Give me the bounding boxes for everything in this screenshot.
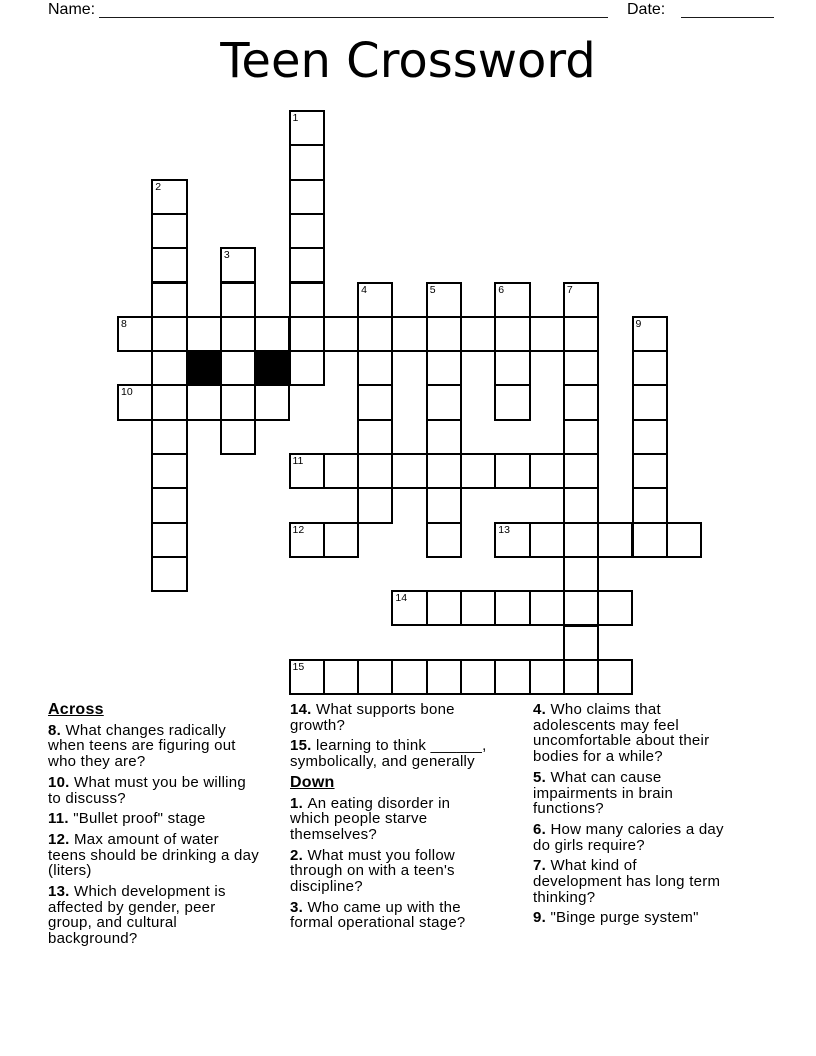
- grid-cell[interactable]: [391, 316, 427, 352]
- clue-line: when teens are figuring out: [48, 737, 236, 755]
- grid-cell[interactable]: [563, 625, 599, 661]
- clue-line: bodies for a while?: [533, 748, 663, 766]
- clue-line: 14. What supports bone: [290, 701, 455, 718]
- grid-cell[interactable]: [597, 659, 633, 695]
- grid-cell[interactable]: [323, 453, 359, 489]
- grid-cell[interactable]: [426, 453, 462, 489]
- grid-cell[interactable]: [666, 522, 702, 558]
- grid-cell[interactable]: [323, 316, 359, 352]
- grid-cell[interactable]: [289, 247, 325, 283]
- name-blank-line[interactable]: [99, 1, 608, 18]
- clue-2: [290, 848, 487, 895]
- clue-9: [533, 910, 724, 926]
- grid-cell[interactable]: [529, 522, 565, 558]
- grid-cell[interactable]: [494, 282, 530, 318]
- grid-cell[interactable]: [220, 316, 256, 352]
- grid-cell[interactable]: [151, 556, 187, 592]
- grid-cell[interactable]: [494, 350, 530, 386]
- cell-number: 11: [292, 455, 304, 467]
- grid-cell[interactable]: [391, 659, 427, 695]
- clue-line: 13. Which development is: [48, 883, 226, 901]
- clue-line: who they are?: [48, 753, 146, 771]
- grid-cell[interactable]: [597, 590, 633, 626]
- grid-cell[interactable]: [391, 453, 427, 489]
- clue-line: do girls require?: [533, 836, 645, 854]
- grid-cell[interactable]: [632, 522, 668, 558]
- grid-cell[interactable]: [460, 659, 496, 695]
- clue-7: [533, 858, 724, 905]
- grid-cell[interactable]: [563, 453, 599, 489]
- cell-number: 14: [395, 592, 408, 605]
- grid-cell[interactable]: [426, 522, 462, 558]
- grid-cell[interactable]: [289, 144, 325, 180]
- clue-line: 15. learning to think ______,: [290, 737, 487, 755]
- grid-cell[interactable]: [529, 316, 565, 352]
- grid-cell[interactable]: [632, 419, 668, 455]
- grid-cell[interactable]: [357, 419, 393, 455]
- grid-cell[interactable]: [494, 453, 530, 489]
- grid-cell[interactable]: [563, 282, 599, 318]
- grid-cell[interactable]: [357, 659, 393, 695]
- clue-number: 14.: [290, 701, 317, 718]
- grid-cell[interactable]: [357, 316, 393, 352]
- cell-number: 9: [635, 317, 642, 330]
- clue-line: (liters): [48, 862, 92, 880]
- grid-cell[interactable]: [529, 453, 565, 489]
- grid-cell[interactable]: [494, 659, 530, 695]
- clue-number: 9.: [533, 909, 551, 927]
- grid-cell[interactable]: [426, 282, 462, 318]
- grid-cell[interactable]: [460, 316, 496, 352]
- grid-cell[interactable]: [460, 590, 496, 626]
- grid-cell[interactable]: [151, 316, 187, 352]
- clue-line: to discuss?: [48, 789, 126, 807]
- clue-3: [290, 900, 487, 931]
- grid-cell[interactable]: [357, 487, 393, 523]
- clue-line: discipline?: [290, 878, 363, 896]
- clue-line: through on with a teen's: [290, 862, 455, 880]
- grid-cell[interactable]: [632, 350, 668, 386]
- grid-cell[interactable]: [632, 316, 668, 352]
- clue-line: 10. What must you be willing: [48, 773, 246, 791]
- clue-number: 3.: [290, 898, 308, 916]
- clue-line: uncomfortable about their: [533, 732, 710, 750]
- grid-cell[interactable]: [289, 350, 325, 386]
- cell-number: 7: [566, 283, 573, 296]
- grid-cell[interactable]: [426, 590, 462, 626]
- clue-line: themselves?: [290, 825, 377, 843]
- cell-number: 8: [121, 317, 127, 330]
- cell-number: 4: [361, 283, 367, 296]
- grid-cell[interactable]: [632, 487, 668, 523]
- grid-cell[interactable]: [151, 522, 187, 558]
- clue-number: 7.: [533, 857, 551, 875]
- clue-number: 6.: [533, 820, 551, 838]
- grid-cell[interactable]: [151, 419, 187, 455]
- clue-number: 12.: [48, 830, 75, 848]
- grid-cell[interactable]: [323, 659, 359, 695]
- clue-line: 8. What changes radically: [48, 721, 227, 739]
- cell-number: 2: [155, 180, 162, 193]
- black-cell: [254, 350, 290, 386]
- across-header: Across: [48, 701, 104, 718]
- clue-column-2: [290, 702, 487, 936]
- grid-cell[interactable]: [289, 316, 325, 352]
- name-label: Name:: [48, 1, 96, 18]
- grid-cell[interactable]: [357, 384, 393, 420]
- grid-cell[interactable]: [117, 316, 153, 352]
- grid-cell[interactable]: [117, 384, 153, 420]
- grid-cell[interactable]: [426, 350, 462, 386]
- clue-line: 1. An eating disorder in: [290, 794, 451, 812]
- grid-cell[interactable]: [563, 419, 599, 455]
- clue-line: background?: [48, 930, 138, 948]
- clue-line: teens should be drinking a day: [48, 846, 259, 864]
- grid-cell[interactable]: [151, 179, 187, 215]
- date-label: Date:: [627, 1, 666, 18]
- grid-cell[interactable]: [289, 213, 325, 249]
- cell-number: 10: [121, 386, 133, 399]
- cell-number: 13: [498, 523, 510, 536]
- crossword-grid: [117, 110, 702, 695]
- grid-cell[interactable]: [563, 487, 599, 523]
- clue-line: 4. Who claims that: [533, 701, 661, 718]
- clue-number: 13.: [48, 883, 75, 901]
- grid-cell[interactable]: [220, 419, 256, 455]
- grid-cell[interactable]: [323, 522, 359, 558]
- clue-line: 6. How many calories a day: [533, 820, 724, 838]
- grid-cell[interactable]: [254, 316, 290, 352]
- grid-cell[interactable]: [220, 350, 256, 386]
- grid-cell[interactable]: [494, 316, 530, 352]
- clue-line: thinking?: [533, 888, 596, 906]
- cell-number: 1: [292, 112, 299, 124]
- clue-number: 11.: [48, 810, 74, 828]
- clue-line: 3. Who came up with the: [290, 898, 461, 916]
- grid-cell[interactable]: [426, 419, 462, 455]
- clue-line: impairments in brain: [533, 784, 674, 802]
- grid-cell[interactable]: [357, 282, 393, 318]
- cell-number: 12: [292, 523, 305, 536]
- clue-line: 2. What must you follow: [290, 846, 455, 864]
- clue-5: [533, 770, 724, 817]
- clue-4: [533, 702, 724, 765]
- grid-cell[interactable]: [289, 110, 325, 146]
- grid-cell[interactable]: [563, 556, 599, 592]
- grid-cell[interactable]: [220, 282, 256, 318]
- clue-column-1: [48, 702, 259, 952]
- grid-cell[interactable]: [494, 522, 530, 558]
- clue-number: 15.: [290, 737, 317, 755]
- grid-cell[interactable]: [357, 350, 393, 386]
- clue-line: symbolically, and generally: [290, 753, 475, 771]
- clue-11: [48, 811, 259, 827]
- black-cell: [186, 350, 222, 386]
- cell-number: 5: [429, 283, 436, 296]
- clue-line: affected by gender, peer: [48, 898, 216, 916]
- clue-number: 10.: [48, 773, 75, 791]
- clue-line: 5. What can cause: [533, 768, 662, 786]
- cell-number: 6: [498, 283, 505, 296]
- clue-15: [290, 738, 487, 769]
- clue-line: 9. "Binge purge system": [533, 909, 699, 927]
- clue-13: [48, 884, 259, 947]
- clue-8: [48, 723, 259, 770]
- clue-number: 8.: [48, 721, 66, 739]
- grid-cell[interactable]: [426, 384, 462, 420]
- clue-line: development has long term: [533, 873, 721, 891]
- clue-line: adolescents may feel: [533, 716, 679, 734]
- grid-cell[interactable]: [632, 453, 668, 489]
- grid-cell[interactable]: [494, 590, 530, 626]
- date-blank-line[interactable]: [681, 1, 774, 18]
- grid-cell[interactable]: [151, 487, 187, 523]
- grid-cell[interactable]: [289, 522, 325, 558]
- clue-number: 1.: [290, 794, 308, 812]
- clue-line: growth?: [290, 716, 346, 734]
- clue-10: [48, 775, 259, 806]
- clue-line: group, and cultural: [48, 914, 177, 932]
- puzzle-title: Teen Crossword: [220, 33, 596, 89]
- grid-cell[interactable]: [289, 453, 325, 489]
- clue-number: 5.: [533, 768, 551, 786]
- grid-cell[interactable]: [632, 384, 668, 420]
- grid-cell[interactable]: [151, 213, 187, 249]
- clue-12: [48, 832, 259, 879]
- clue-line: 7. What kind of: [533, 857, 637, 875]
- grid-cell[interactable]: [563, 659, 599, 695]
- grid-cell[interactable]: [186, 384, 222, 420]
- clue-14: [290, 702, 487, 733]
- grid-cell[interactable]: [563, 316, 599, 352]
- grid-cell[interactable]: [289, 179, 325, 215]
- grid-cell[interactable]: [289, 659, 325, 695]
- grid-cell[interactable]: [529, 659, 565, 695]
- grid-cell[interactable]: [426, 487, 462, 523]
- clue-6: [533, 822, 724, 853]
- clue-number: 4.: [533, 701, 551, 718]
- grid-cell[interactable]: [186, 316, 222, 352]
- grid-cell[interactable]: [289, 282, 325, 318]
- grid-cell[interactable]: [494, 384, 530, 420]
- grid-cell[interactable]: [151, 384, 187, 420]
- clue-column-3: [533, 702, 724, 931]
- clue-line: which people starve: [290, 810, 428, 828]
- grid-cell[interactable]: [220, 247, 256, 283]
- clue-1: [290, 796, 487, 843]
- clue-line: 11. "Bullet proof" stage: [48, 810, 206, 828]
- clue-line: 12. Max amount of water: [48, 830, 219, 848]
- cell-number: 15: [292, 660, 305, 673]
- grid-cell[interactable]: [597, 522, 633, 558]
- grid-cell[interactable]: [357, 453, 393, 489]
- grid-cell[interactable]: [563, 384, 599, 420]
- grid-cell[interactable]: [563, 522, 599, 558]
- grid-cell[interactable]: [391, 590, 427, 626]
- grid-cell[interactable]: [220, 384, 256, 420]
- grid-cell[interactable]: [529, 590, 565, 626]
- grid-cell[interactable]: [254, 384, 290, 420]
- cell-number: 3: [223, 249, 230, 262]
- clue-line: formal operational stage?: [290, 914, 466, 932]
- grid-cell[interactable]: [563, 350, 599, 386]
- grid-cell[interactable]: [151, 282, 187, 318]
- grid-cell[interactable]: [563, 590, 599, 626]
- grid-cell[interactable]: [151, 350, 187, 386]
- clue-line: functions?: [533, 800, 604, 818]
- grid-cell[interactable]: [460, 453, 496, 489]
- clue-number: 2.: [290, 846, 308, 864]
- grid-cell[interactable]: [151, 453, 187, 489]
- grid-cell[interactable]: [426, 659, 462, 695]
- grid-cell[interactable]: [151, 247, 187, 283]
- grid-cell[interactable]: [426, 316, 462, 352]
- down-header: Down: [290, 773, 335, 791]
